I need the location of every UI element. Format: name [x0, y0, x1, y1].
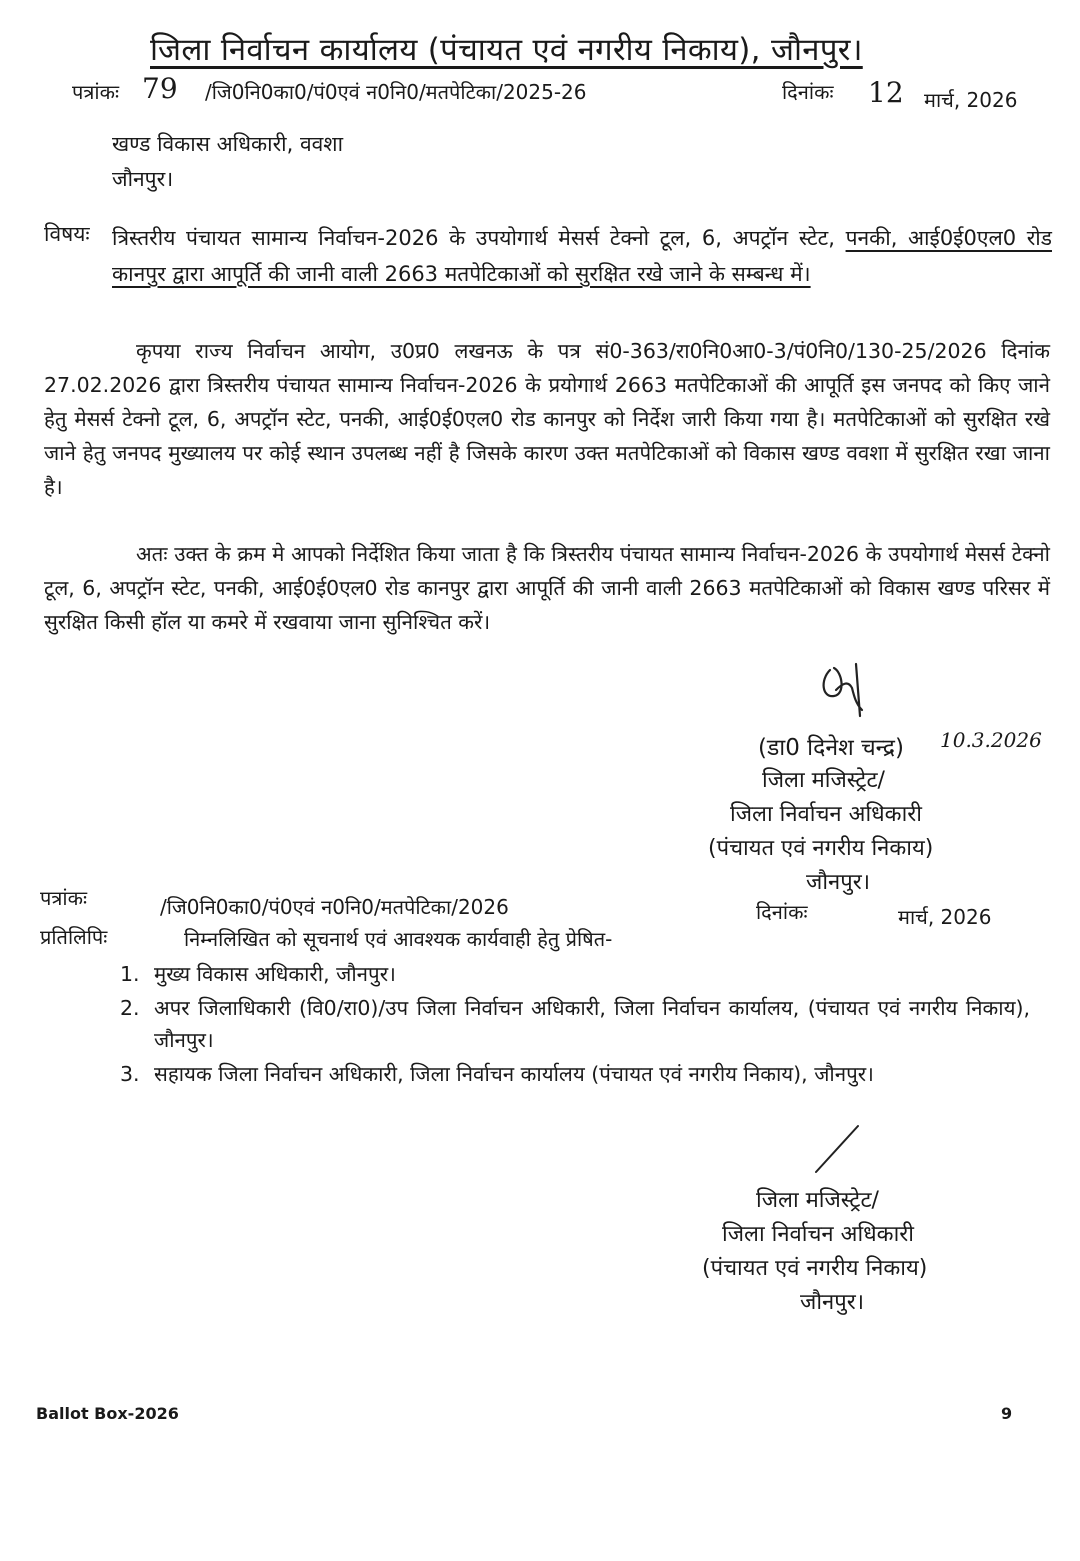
date-day: 12: [868, 76, 904, 109]
body-paragraph-1: कृपया राज्य निर्वाचन आयोग, उ0प्र0 लखनऊ के पत्र सं0-363/रा0नि0आ0-3/पं0नि0/130-25/2026 दिनांक 27.02.2026 द्वारा त्रिस्तरीय पंचायत सामान्य निर्वाचन-2026 के प्रयोगार्थ 2663 मतपेटिकाओं की आपूर्ति इस जनपद को किए जाने हेतु मेसर्स टेक्नो टूल, 6, अपट्रॉन स्टेट, पनकी, आई0ई0एल0 रोड कानपुर को निर्देश जारी किया गया है। मतपेटिकाओं को सुरक्षित रखे जाने हेतु जनपद मुख्यालय पर कोई स्थान उपलब्ध नहीं है जिसके कारण उक्त मतपेटिकाओं को विकास खण्ड ववशा में सुरक्षित रखा जाना है।: [44, 339, 1050, 499]
ref-path: /जि0नि0का0/पं0एवं न0नि0/मतपेटिका/2025-26: [205, 80, 587, 104]
subject-text: [112, 220, 1052, 292]
subject-part2: पनकी, आई0ई0एल0 रोड कानपुर द्वारा आपूर्ति की जानी वाली 2663 मतपेटिकाओं को सुरक्षित रखे जाने के सम्बन्ध में।: [112, 226, 1052, 286]
body-paragraph-2: अतः उक्त के क्रम मे आपको निर्देशित किया जाता है कि त्रिस्तरीय पंचायत सामान्य निर्वाचन-2026 के उपयोगार्थ मेसर्स टेक्नो टूल, 6, अपट्रॉन स्टेट, पनकी, आई0ई0एल0 रोड कानपुर द्वारा आपूर्ति की जानी वाली 2663 मतपेटिकाओं को विकास खण्ड परिसर में सुरक्षित किसी हॉल या कमरे में रखवाया जाना सुनिश्चित करें।: [44, 542, 1050, 634]
copy-ref-label: पत्रांकः: [40, 886, 87, 910]
signatory-name: (डा0 दिनेश चन्द्र): [758, 735, 904, 761]
cc-item: [120, 992, 1030, 1056]
cc-item-text: अपर जिलाधिकारी (वि0/रा0)/उप जिला निर्वाचन अधिकारी, जिला निर्वाचन कार्यालय, (पंचायत एवं नगरीय निकाय), जौनपुर।: [154, 996, 1030, 1052]
initial-stroke-mark: [808, 1122, 864, 1178]
copy-ref-path: /जि0नि0का0/पं0एवं न0नि0/मतपेटिका/2026: [160, 895, 509, 919]
signatory-title1: जिला मजिस्ट्रेट/: [762, 768, 885, 793]
copy-date-month-year: मार्च, 2026: [898, 905, 992, 929]
signatory-title4: जौनपुर।: [806, 870, 871, 895]
signatory-title2: जिला निर्वाचन अधिकारी: [730, 802, 922, 827]
subject-part1: त्रिस्तरीय पंचायत सामान्य निर्वाचन-2026 के उपयोगार्थ मेसर्स टेक्नो टूल, 6, अपट्रॉन स्टेट,: [112, 226, 835, 250]
date-month-year: मार्च, 2026: [924, 88, 1018, 112]
cc-item-text: सहायक जिला निर्वाचन अधिकारी, जिला निर्वाचन कार्यालय (पंचायत एवं नगरीय निकाय), जौनपुर।: [154, 1062, 874, 1086]
addressee-line1: खण्ड विकास अधिकारी, ववशा: [112, 132, 344, 156]
signatory-title3: (पंचायत एवं नगरीय निकाय): [708, 836, 934, 861]
signed-date: 10.3.2026: [940, 728, 1042, 752]
copy-date-label: दिनांकः: [756, 900, 808, 924]
cc-item-number: 3.: [120, 1062, 140, 1086]
office-title: जिला निर्वाचन कार्यालय (पंचायत एवं नगरीय निकाय), जौनपुर।: [150, 32, 863, 68]
copy-sign-title1: जिला मजिस्ट्रेट/: [756, 1188, 879, 1213]
cc-label: प्रतिलिपिः: [40, 925, 108, 949]
cc-intro: निम्नलिखित को सूचनार्थ एवं आवश्यक कार्यवाही हेतु प्रेषित-: [184, 927, 613, 951]
copy-sign-title4: जौनपुर।: [800, 1290, 865, 1315]
copy-sign-title2: जिला निर्वाचन अधिकारी: [722, 1222, 914, 1247]
cc-item: [120, 958, 1030, 990]
addressee-line2: जौनपुर।: [112, 167, 174, 191]
ref-label: पत्रांकः: [72, 80, 119, 104]
cc-item-text: मुख्य विकास अधिकारी, जौनपुर।: [154, 962, 396, 986]
cc-item-number: 2.: [120, 996, 140, 1020]
ref-number: 79: [142, 72, 178, 105]
date-label: दिनांकः: [782, 80, 834, 104]
footer-doc-label: Ballot Box-2026: [36, 1404, 179, 1423]
cc-list: [120, 958, 1030, 1092]
subject-label: विषयः: [44, 222, 90, 246]
signature-mark: [812, 650, 882, 730]
cc-item: [120, 1058, 1030, 1090]
cc-item-number: 1.: [120, 962, 140, 986]
footer-page-number: 9: [1001, 1404, 1013, 1423]
copy-sign-title3: (पंचायत एवं नगरीय निकाय): [702, 1256, 928, 1281]
